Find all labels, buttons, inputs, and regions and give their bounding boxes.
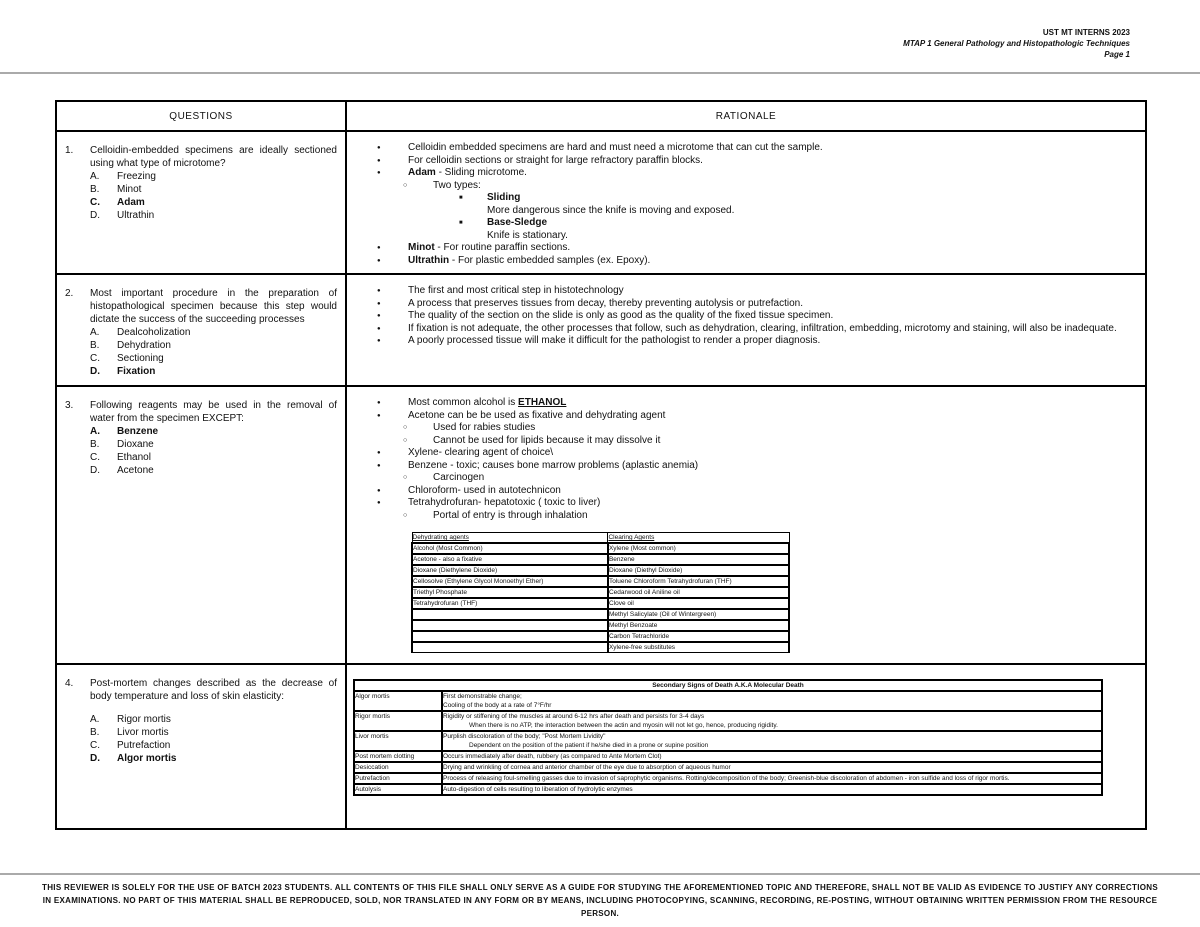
header-line-2: MTAP 1 General Pathology and Histopathologic Techniques xyxy=(903,39,1130,48)
rationale-bullet: ● A poorly processed tissue will make it difficult for the pathologist to render a proper diagnosis. xyxy=(377,335,1135,348)
clearing-agents-heading: Clearing Agents xyxy=(608,533,789,544)
rationale-bullet: ● The quality of the section on the slide is only as good as the quality of the fixed tissue specimen. xyxy=(377,310,1135,323)
question-number: 3. xyxy=(65,400,74,411)
rationale-bullet: ● Minot - For routine paraffin sections. xyxy=(377,242,1135,255)
agents-row: Acetone - also a fixative Benzene xyxy=(412,554,789,565)
option-c: C. Ethanol xyxy=(90,452,151,463)
death-signs-title-row xyxy=(354,680,1102,691)
option-c: C. Sectioning xyxy=(90,353,164,364)
agents-row: Triethyl Phosphate Cedarwood oil Aniline oil xyxy=(412,587,789,598)
agents-row: Alcohol (Most Common) Xylene (Most common) xyxy=(412,543,789,554)
rationale-sub-sub-bullet: ■ Sliding xyxy=(377,192,1135,205)
option-b: B. Dehydration xyxy=(90,340,171,351)
rationale-header: RATIONALE xyxy=(346,101,1146,131)
rationale-bullet: ● Xylene- clearing agent of choice\ xyxy=(377,447,1135,460)
rationale-sub-bullet: ○ Used for rabies studies xyxy=(377,422,1135,435)
option-d: D. Algor mortis xyxy=(90,753,177,764)
option-c: C. Adam xyxy=(90,197,145,208)
table-row xyxy=(56,386,1146,664)
rationale-cell xyxy=(346,274,1146,386)
rationale-bullet: ● Celloidin embedded specimens are hard and must need a microtome that can cut the sample. xyxy=(377,142,1135,155)
footer-disclaimer: THIS REVIEWER IS SOLELY FOR THE USE OF BATCH 2023 STUDENTS. ALL CONTENTS OF THIS FILE SHALL ONLY SERVE AS A GUIDE FOR STUDYING THE AFOREMENTIONED TOPIC AND THEREFORE, SHALL NOT BE VALID AS EVIDENCE TO JUSTIFY ANY CORRECTIONS IN EXAMINATIONS. NO PART OF THIS MATERIAL SHALL BE REPRODUCED, SOLD, NOR TRANSLATED IN ANY FORM OR BY MEANS, INCLUDING PHOTOCOPYING, SCANNING, RECORDING, RE-POSTING, WITHOUT OBTAINING WRITTEN PERMISSION FROM THE RESOURCE PERSON. xyxy=(42,883,1158,918)
death-sign-row: Desiccation Drying and wrinkling of cornea and anterior chamber of the eye due to absorption of aqueous humor xyxy=(354,762,1102,773)
questions-header: QUESTIONS xyxy=(56,101,346,131)
question-stem: Following reagents may be used in the removal of water from the specimen EXCEPT: xyxy=(90,400,337,424)
agents-row: Dioxane (Diethylene Dioxide) Dioxane (Diethyl Dioxide) xyxy=(412,565,789,576)
rationale-cell xyxy=(346,664,1146,829)
agents-table-header xyxy=(412,533,789,544)
footer-divider xyxy=(0,873,1200,875)
rationale-bullet: ● Ultrathin - For plastic embedded samples (ex. Epoxy). xyxy=(377,255,1135,268)
question-stem: Celloidin-embedded specimens are ideally sectioned using what type of microtome? xyxy=(90,145,337,169)
agents-row: Xylene-free substitutes xyxy=(412,642,789,653)
agents-row: Tetrahydrofuran (THF) Clove oil xyxy=(412,598,789,609)
option-a: A. Rigor mortis xyxy=(90,714,171,725)
option-a: A. Benzene xyxy=(90,426,159,437)
rationale-sub-bullet: ○ Cannot be used for lipids because it may dissolve it xyxy=(377,435,1135,448)
rationale-sub-bullet: ○ Carcinogen xyxy=(377,472,1135,485)
death-sign-row: Algor mortis First demonstrable change; Cooling of the body at a rate of 7°F/hr xyxy=(354,691,1102,711)
death-sign-row: Livor mortis Purplish discoloration of the body; "Post Mortem Lividity" Dependent on the position of the patient if he/she died in a prone or supine position xyxy=(354,731,1102,751)
rationale-bullet: ● Chloroform- used in autotechnicon xyxy=(377,485,1135,498)
table-header-row xyxy=(56,101,1146,131)
question-cell xyxy=(56,274,346,386)
rationale-bullet: ● For celloidin sections or straight for large refractory paraffin blocks. xyxy=(377,155,1135,168)
option-c: C. Putrefaction xyxy=(90,740,171,751)
question-cell xyxy=(56,386,346,664)
rationale-bullet: ● The first and most critical step in histotechnology xyxy=(377,285,1135,298)
agents-table xyxy=(411,532,790,653)
agents-row: Methyl Salicylate (Oil of Wintergreen) xyxy=(412,609,789,620)
qa-table xyxy=(55,100,1147,830)
question-number: 2. xyxy=(65,288,74,299)
question-cell xyxy=(56,131,346,274)
option-b: B. Livor mortis xyxy=(90,727,169,738)
table-row xyxy=(56,274,1146,386)
rationale-bullet: ● Adam - Sliding microtome. xyxy=(377,167,1135,180)
rationale-sub-sub-text: Knife is stationary. xyxy=(487,229,568,241)
table-row xyxy=(56,664,1146,829)
death-signs-table xyxy=(353,679,1103,796)
option-a: A. Freezing xyxy=(90,171,156,182)
rationale-cell xyxy=(346,131,1146,274)
rationale-sub-bullet: ○ Portal of entry is through inhalation xyxy=(377,510,1135,523)
death-sign-row: Rigor mortis Rigidity or stiffening of the muscles at around 6-12 hrs after death and persists for 3-4 days When there is no ATP, the interaction between the actin and myosin will not let go, hence, producing rigidity. xyxy=(354,711,1102,731)
agents-row: Methyl Benzoate xyxy=(412,620,789,631)
rationale-bullet: ● A process that preserves tissues from decay, thereby preventing autolysis or putrefaction. xyxy=(377,298,1135,311)
header-line-1: UST MT INTERNS 2023 xyxy=(1042,28,1130,37)
rationale-cell xyxy=(346,386,1146,664)
death-signs-title: Secondary Signs of Death A.K.A Molecular Death xyxy=(354,680,1102,691)
rationale-bullet: ● Tetrahydrofuran- hepatotoxic ( toxic to liver) xyxy=(377,497,1135,510)
option-b: B. Minot xyxy=(90,184,142,195)
rationale-bullet: ● Acetone can be be used as fixative and dehydrating agent xyxy=(377,410,1135,423)
option-b: B. Dioxane xyxy=(90,439,154,450)
page-header xyxy=(903,27,1130,60)
rationale-bullet: ● Benzene - toxic; causes bone marrow problems (aplastic anemia) xyxy=(377,460,1135,473)
option-d: D. Fixation xyxy=(90,366,156,377)
question-cell xyxy=(56,664,346,829)
rationale-sub-sub-bullet: ■ Base-Sledge xyxy=(377,217,1135,230)
death-sign-row: Post mortem clotting Occurs immediately after death, rubbery (as compared to Ante Mortem Clot) xyxy=(354,751,1102,762)
option-d: D. Acetone xyxy=(90,465,154,476)
rationale-sub-sub-text: More dangerous since the knife is moving and exposed. xyxy=(487,204,735,216)
table-row xyxy=(56,131,1146,274)
dehydrating-agents-heading: Dehydrating agents xyxy=(412,533,608,544)
question-number: 4. xyxy=(65,678,74,689)
question-number: 1. xyxy=(65,145,74,156)
option-a: A. Dealcoholization xyxy=(90,327,191,338)
agents-row: Cellosolve (Ethylene Glycol Monoethyl Ether) Toluene Chloroform Tetrahydrofuran (THF) xyxy=(412,576,789,587)
agents-row: Carbon Tetrachloride xyxy=(412,631,789,642)
rationale-bullet: ● Most common alcohol is ETHANOL xyxy=(377,397,1135,410)
rationale-sub-bullet: ○ Two types: xyxy=(377,180,1135,193)
option-d: D. Ultrathin xyxy=(90,210,155,221)
question-stem: Most important procedure in the preparation of histopathological specimen because this step would dictate the success of the succeeding processes xyxy=(90,288,337,325)
header-divider xyxy=(0,72,1200,74)
question-stem: Post-mortem changes described as the decrease of body temperature and loss of skin elasticity: xyxy=(90,678,337,702)
death-sign-row: Autolysis Auto-digestion of cells resulting to liberation of hydrolytic enzymes xyxy=(354,784,1102,795)
death-sign-row: Putrefaction Process of releasing foul-smelling gasses due to invasion of saprophytic organisms. Rotting/decomposition of the body; Greenish-blue discoloration of abdomen - iron sulfide and loss of rigor mortis. xyxy=(354,773,1102,784)
rationale-bullet: ● If fixation is not adequate, the other processes that follow, such as dehydration, clearing, infiltration, embedding, microtomy and staining, will also be inadequate. xyxy=(377,323,1135,336)
header-page-number: Page 1 xyxy=(1104,50,1130,59)
